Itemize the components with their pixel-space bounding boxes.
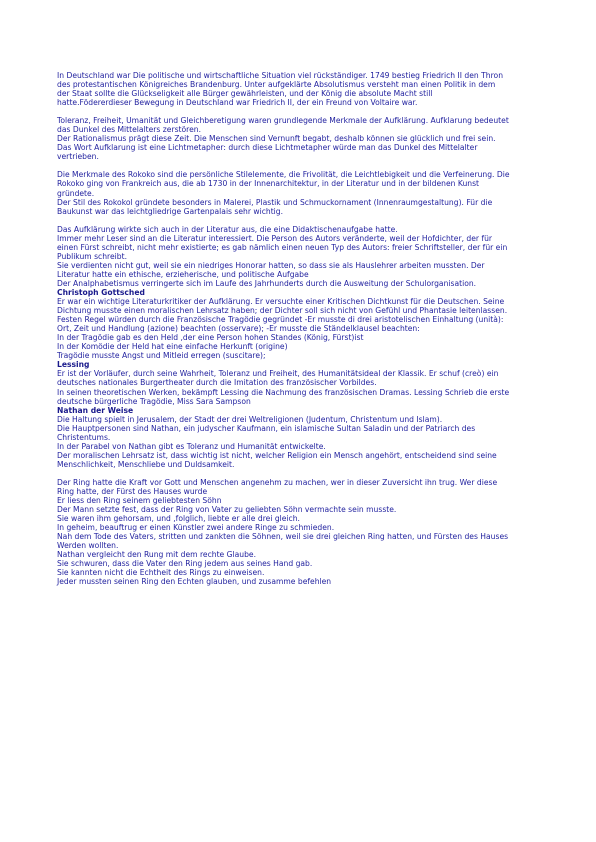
text-line: In seinen theoretischen Werken, bekämpft Lessing die Nachmung des französischen Dramas. Lessing Schrieb die erste — [57, 387, 510, 397]
paragraph-spacer — [57, 161, 548, 170]
text-line: Der Rationalismus prägt diese Zeit. Die Menschen sind Vernunft begabt, deshalb können sie glücklich und frei sein. — [57, 134, 496, 144]
paragraph — [57, 225, 548, 288]
text-line: Die Hauptpersonen sind Nathan, ein judyscher Kaufmann, ein islamische Sultan Saladin und der Patriarch des — [57, 423, 476, 433]
text-line: Das Wort Aufklarung ist eine Lichtmetapher: durch diese Lichtmetapher würde man das Dunkel des Mittelalter — [57, 143, 478, 153]
text-line: Der Mann setzte fest, dass der Ring von Vater zu geliebten Söhn vermachte sein musste. — [57, 505, 397, 515]
text-line: Er liess den Ring seinem geliebtesten Söhn — [57, 496, 222, 506]
text-line: In der Parabel von Nathan gibt es Toleranz und Humanität entwickelte. — [57, 441, 326, 451]
paragraph — [57, 71, 548, 107]
text-line: Rokoko ging von Frankreich aus, die ab 1730 in der Innenarchitektur, in der Literatur und in der bildenen Kunst — [57, 179, 480, 189]
paragraph-spacer — [57, 216, 548, 225]
text-line: Jeder mussten seinen Ring den Echten glauben, und zusamme befehlen — [57, 577, 332, 587]
text-line: Ort, Zeit und Handlung (azione) beachten (osservare); -Er musste die Ständelklausel beachten: — [57, 324, 420, 334]
paragraph-spacer — [57, 107, 548, 116]
paragraph — [57, 297, 548, 360]
section-heading: Lessing — [57, 360, 90, 370]
text-line: Christentums. — [57, 432, 111, 442]
text-line: In der Tragödie gab es den Held ,der eine Person hohen Standes (König, Fürst)ist — [57, 333, 364, 343]
section-heading: Christoph Gottsched — [57, 287, 145, 297]
text-line: Der moralischen Lehrsatz ist, dass wichtig ist nicht, welcher Religion ein Mensch angehört, entscheidend sind seine — [57, 450, 497, 460]
text-line: Immer mehr Leser sind an die Literatur interessiert. Die Person des Autors veränderte, weil der Hofdichter, der für — [57, 233, 493, 243]
paragraph — [57, 478, 548, 587]
text-line: In geheim, beauftrug er einen Künstler zwei andere Ringe zu schmieden. — [57, 523, 335, 533]
text-line: das Dunkel des Mittelalters zerstören. — [57, 125, 202, 135]
text-line: Tragödie musste Angst und Mitleid erregen (suscitare); — [57, 351, 266, 361]
text-line: Ring hatte, der Fürst des Hauses wurde — [57, 486, 208, 496]
text-line: Sie verdienten nicht gut, weil sie ein niedriges Honorar hatten, so dass sie als Hauslehrer arbeiten mussten. Der — [57, 260, 485, 270]
text-line: der Staat sollte die Glückseligkeit alle Bürger gewährleisten, und der König die absolute Macht still — [57, 89, 433, 99]
text-line: gründete. — [57, 188, 95, 198]
paragraph — [57, 369, 548, 405]
text-line: deutsche bürgerliche Tragödie, Miss Sara Sampson — [57, 396, 251, 406]
text-line: In der Komödie der Held hat eine einfache Herkunft (origine) — [57, 342, 288, 352]
text-line: vertrieben. — [57, 152, 99, 162]
text-line: Dichtung musste einen moralischen Lehrsatz haben; der Dichter soll sich nicht von Gefühl und Phantasie leitenlassen. — [57, 306, 508, 316]
text-line: Der Stil des Rokokol gründete besonders in Malerei, Plastik und Schmuckornament (Innenraumgestaltung). Für die — [57, 197, 493, 207]
text-line: Sie kannten nicht die Echtheit des Rings zu einweisen. — [57, 568, 265, 578]
text-line: Festen Regel würden durch die Französische Tragödie gegründet -Er musste di drei aristotelischen Einhaltung (unità): — [57, 315, 504, 325]
text-line: Der Ring hatte die Kraft vor Gott und Menschen angenehm zu machen, wer in dieser Zuversicht ihn trug. Wer diese — [57, 477, 498, 487]
text-line: Sie waren ihm gehorsam, und ,folglich, liebte er alle drei gleich. — [57, 514, 300, 524]
text-line: Die Haltung spielt in Jerusalem, der Stadt der drei Weltreligionen (Judentum, Christentum und Islam). — [57, 414, 443, 424]
text-line: Er war ein wichtige Literaturkritiker der Aufklärung. Er versuchte einer Kritischen Dichtkunst für die Deutschen. Seine — [57, 297, 505, 307]
text-line: Menschlichkeit, Menschliebe und Duldsamkeit. — [57, 459, 235, 469]
text-line: hatte.Födererdieser Bewegung in Deutschland war Friedrich II, der ein Freund von Voltaire war. — [57, 98, 418, 108]
text-line: Literatur hatte ein ethische, erzieherische, und politische Aufgabe — [57, 269, 309, 279]
paragraph — [57, 170, 548, 215]
paragraph-spacer — [57, 469, 548, 478]
paragraph — [57, 116, 548, 161]
section-heading: Nathan der Weise — [57, 405, 134, 415]
text-line: Der Analphabetismus verringerte sich im Laufe des Jahrhunderts durch die Ausweitung der Schulorganisation. — [57, 278, 477, 288]
text-line: einen Fürst schreibt, nicht mehr existierte; es gab nämlich einen neuen Typ des Autors: freier Schriftsteller, der für ein — [57, 242, 508, 252]
text-line: Er ist der Vorläufer, durch seine Wahrheit, Toleranz und Freiheit, des Humanitätsideal der Klassik. Er schuf (creò) ein — [57, 369, 499, 379]
text-line: Sie schwuren, dass die Vater den Ring jedem aus seines Hand gab. — [57, 559, 313, 569]
text-line: Toleranz, Freiheit, Umanität und Gleichberetigung waren grundlegende Merkmale der Aufklärung. Aufklarung bedeutet — [57, 116, 509, 126]
paragraph — [57, 415, 548, 469]
text-line: deutsches nationales Burgertheater durch die Imitation des französischer Vorbildes. — [57, 378, 377, 388]
text-line: In Deutschland war Die politische und wirtschaftliche Situation viel rückständiger. 1749 bestieg Friedrich II den Thron — [57, 71, 504, 80]
text-line: Nathan vergleicht den Rung mit dem rechte Glaube. — [57, 550, 257, 560]
text-line: Werden wollten. — [57, 541, 119, 551]
text-line: Das Aufklärung wirkte sich auch in der Literatur aus, die eine Didaktischenaufgabe hatte. — [57, 224, 398, 234]
text-line: des protestantischen Königreiches Brandenburg. Unter aufgeklärte Absolutismus versteht man einen Politik in dem — [57, 80, 496, 90]
text-line: Die Merkmale des Rokoko sind die persönliche Stilelemente, die Frivolität, die Leichtlebigkeit und die Verfeinerung. Die — [57, 170, 510, 180]
text-line: Nah dem Tode des Vaters, stritten und zankten die Söhnen, weil sie drei gleichen Ring hatten, und Fürsten des Hauses — [57, 532, 509, 542]
text-line: Publikum schreibt. — [57, 251, 127, 261]
text-line: Baukunst war das leichtgliedrige Gartenpalais sehr wichtig. — [57, 206, 284, 216]
